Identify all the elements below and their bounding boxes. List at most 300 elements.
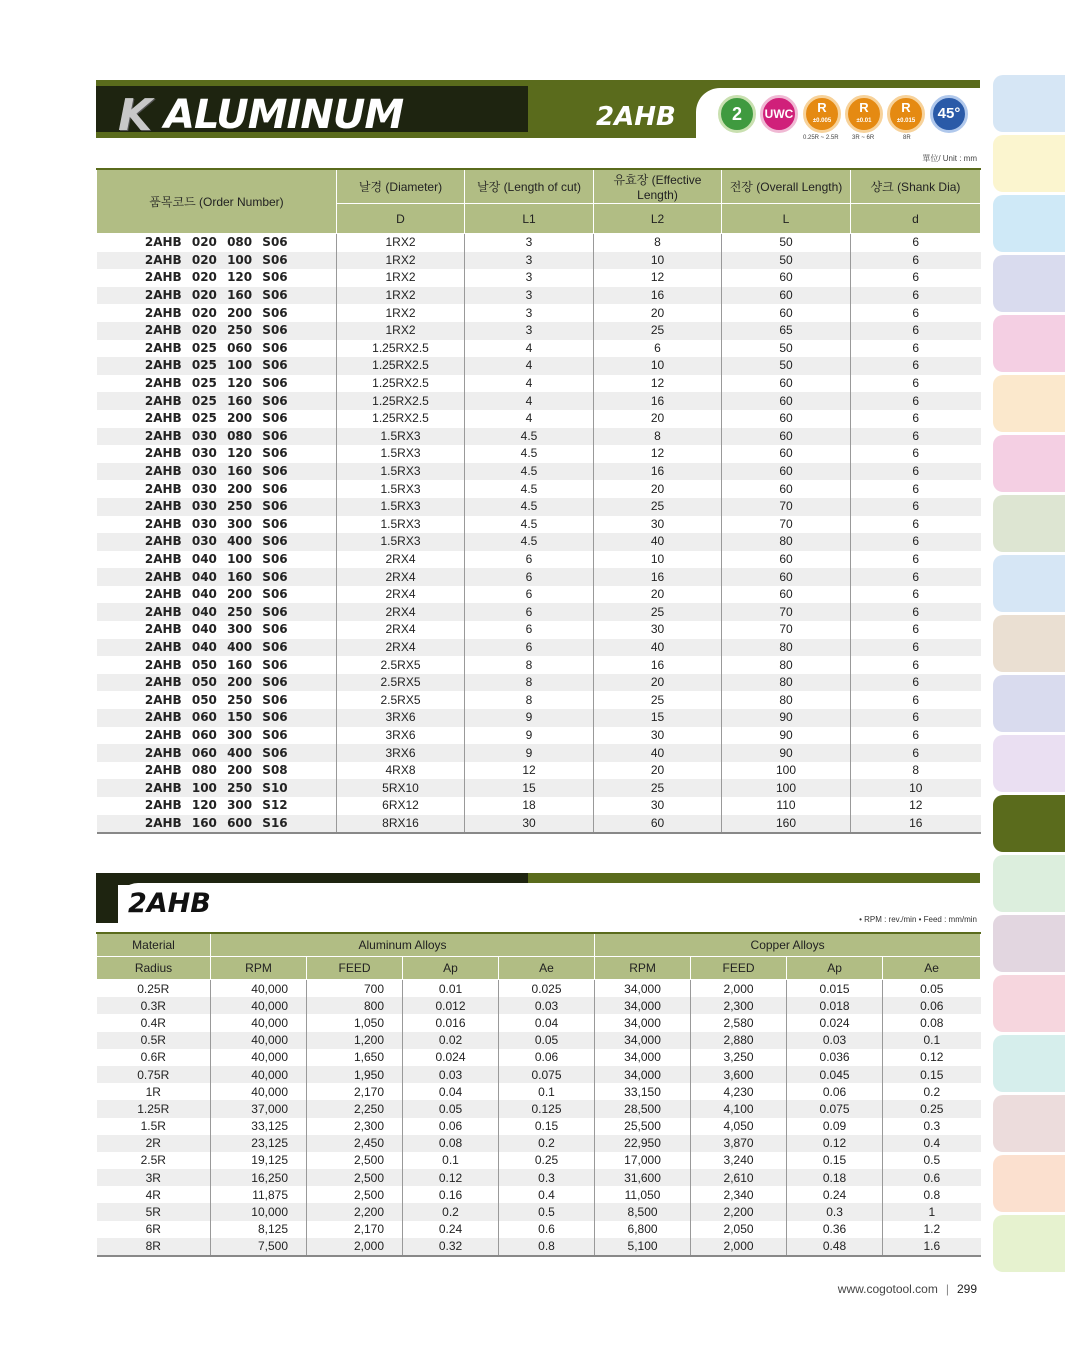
length-of-cut-cell: 4 [465,392,594,410]
table-row [97,1083,981,1100]
feed-cell: 4,050 [691,1118,787,1135]
overall-length-cell: 60 [722,586,851,604]
length-of-cut-cell: 6 [465,551,594,569]
shank-dia-cell: 6 [851,463,981,481]
ae-cell: 0.6 [883,1169,981,1186]
table-row [97,252,981,270]
feed-cell: 4,230 [691,1083,787,1100]
rpm-cell: 37,000 [211,1100,307,1117]
ap-cell: 0.16 [403,1186,499,1203]
overall-length-cell: 50 [722,340,851,358]
side-tab[interactable] [993,255,1065,312]
ap-cell: 0.48 [787,1238,883,1256]
diameter-cell: 2RX4 [337,586,465,604]
feed-cell: 2,500 [307,1169,403,1186]
rpm-cell: 5,100 [595,1238,691,1256]
order-number-cell: 2AHB 020 120 S06 [97,269,337,287]
feed-cell: 3,600 [691,1066,787,1083]
side-tab[interactable] [993,1095,1065,1152]
rpm-cell: 6,800 [595,1221,691,1238]
shank-dia-cell: 6 [912,305,920,320]
ap-cell: 0.036 [787,1049,883,1066]
feed-cell: 700 [307,980,403,998]
feed-cell: 3,250 [691,1049,787,1066]
radius-cell: 5R [97,1203,211,1220]
rpm-cell: 11,050 [595,1186,691,1203]
rpm-header: RPM [211,957,307,980]
ae-cell: 0.3 [499,1169,595,1186]
ae-cell: 0.3 [923,1119,941,1134]
effective-length-cell: 20 [594,480,722,498]
overall-length-cell: 80 [722,691,851,709]
shank-dia-cell: 6 [851,322,981,340]
rpm-cell: 34,000 [595,997,691,1014]
side-tab[interactable] [993,615,1065,672]
diameter-cell: 1.5RX3 [337,498,465,516]
shank-dia-cell: 6 [912,551,920,566]
shank-dia-header: 샹크 (Shank Dia) [851,169,981,204]
diameter-cell: 8RX16 [337,815,465,834]
overall-length-cell: 60 [722,445,851,463]
effective-length-cell: 25 [594,322,722,340]
length-of-cut-cell: 15 [465,779,594,797]
table-row [97,797,981,815]
ae-cell: 0.25 [883,1100,981,1117]
radius-range-label: 3R ~ 6R [852,135,875,141]
ae-cell: 0.04 [499,1014,595,1031]
rpm-cell: 8,125 [211,1221,307,1238]
rpm-cell: 34,000 [595,980,691,998]
diameter-cell: 1RX2 [337,269,465,287]
table-row [97,516,981,534]
rpm-cell: 33,150 [595,1083,691,1100]
ae-cell: 0.5 [923,1153,941,1168]
diameter-cell: 2.5RX5 [337,656,465,674]
radius-range-label: 8R [903,135,911,141]
overall-length-cell: 100 [722,762,851,780]
feed-cell: 2,500 [307,1152,403,1169]
table-row [97,815,981,834]
order-number-cell: 2AHB 025 120 S06 [97,375,337,393]
length-of-cut-cell: 6 [465,586,594,604]
overall-length-symbol: L [722,204,851,234]
ae-cell: 0.25 [499,1152,595,1169]
radius-cell: 6R [97,1221,211,1238]
radius-cell: 8R [97,1238,211,1256]
length-of-cut-cell: 4.5 [465,428,594,446]
ae-cell: 0.025 [499,980,595,998]
rpm-cell: 34,000 [595,1066,691,1083]
feed-cell: 2,880 [691,1032,787,1049]
overall-length-cell: 60 [722,568,851,586]
ae-header: Ae [883,957,981,980]
overall-length-cell: 80 [722,674,851,692]
order-number-cell: 2AHB 030 300 S06 [97,516,337,534]
order-number-cell: 2AHB 020 160 S06 [97,287,337,305]
diameter-cell: 1.5RX3 [337,463,465,481]
overall-length-cell: 90 [722,727,851,745]
diameter-cell: 1RX2 [337,322,465,340]
ap-cell: 0.3 [787,1203,883,1220]
table-row [97,498,981,516]
overall-length-cell: 60 [722,304,851,322]
table-row [97,357,981,375]
order-number-cell: 2AHB 040 300 S06 [97,621,337,639]
effective-length-cell: 20 [594,304,722,322]
side-tab[interactable] [993,675,1065,732]
ae-cell: 0.15 [499,1118,595,1135]
effective-length-cell: 25 [594,691,722,709]
effective-length-cell: 16 [594,392,722,410]
overall-length-cell: 60 [722,392,851,410]
overall-length-cell: 60 [722,463,851,481]
length-of-cut-cell: 8 [465,691,594,709]
ap-cell: 0.32 [403,1238,499,1256]
side-tab[interactable] [993,735,1065,792]
table-row [97,568,981,586]
unit-note: 單位/ Unit : mm [922,154,977,163]
shank-dia-cell: 6 [912,270,920,285]
order-number-cell: 2AHB 040 160 S06 [97,568,337,586]
order-number-cell: 2AHB 080 200 S08 [97,762,337,780]
table-row [97,1100,981,1117]
ap-cell: 0.06 [403,1118,499,1135]
shank-dia-cell: 8 [912,763,920,778]
rpm-cell: 31,600 [595,1169,691,1186]
order-number-cell: 2AHB 100 250 S10 [97,779,337,797]
diameter-cell: 5RX10 [337,779,465,797]
section-title: 2AHB [128,888,211,919]
effective-length-cell: 10 [594,551,722,569]
overall-length-cell: 50 [722,357,851,375]
length-of-cut-cell: 12 [465,762,594,780]
order-number-cell: 2AHB 025 200 S06 [97,410,337,428]
length-of-cut-cell: 8 [465,656,594,674]
order-number-cell: 2AHB 120 300 S12 [97,797,337,815]
table-row [97,1169,981,1186]
ap-cell: 0.015 [787,980,883,998]
rpm-cell: 40,000 [211,1083,307,1100]
side-tab[interactable] [993,1155,1065,1212]
page-title: ALUMINUM [164,92,404,138]
table-row [97,1118,981,1135]
ap-cell: 0.03 [403,1066,499,1083]
side-tab[interactable] [993,975,1065,1032]
diameter-cell: 1.5RX3 [337,445,465,463]
order-number-cell: 2AHB 020 080 S06 [97,234,337,252]
order-number-cell: 2AHB 020 100 S06 [97,252,337,270]
table-row [97,674,981,692]
ap-cell: 0.12 [787,1135,883,1152]
length-of-cut-cell: 6 [465,568,594,586]
diameter-cell: 3RX6 [337,744,465,762]
side-tabs [993,75,1065,1275]
diameter-header: 날경 (Diameter) [337,169,465,204]
length-of-cut-cell: 4.5 [465,498,594,516]
order-number-cell: 2AHB 040 200 S06 [97,586,337,604]
overall-length-cell: 60 [722,551,851,569]
rpm-cell: 40,000 [211,997,307,1014]
shank-dia-cell: 6 [912,657,920,672]
overall-length-cell: 80 [722,656,851,674]
rpm-cell: 11,875 [211,1186,307,1203]
order-number-cell: 2AHB 030 250 S06 [97,498,337,516]
table-row [97,639,981,657]
diameter-cell: 1.25RX2.5 [337,410,465,428]
order-number-cell: 2AHB 025 100 S06 [97,357,337,375]
table-row [97,762,981,780]
ae-cell: 0.05 [920,981,944,996]
side-tab[interactable] [993,495,1065,552]
side-tab[interactable] [993,1035,1065,1092]
rpm-cell: 22,950 [595,1135,691,1152]
ae-cell: 1.6 [883,1238,981,1256]
length-of-cut-cell: 9 [465,709,594,727]
rpm-cell: 23,125 [211,1135,307,1152]
ap-cell: 0.01 [403,980,499,998]
feed-cell: 2,300 [691,997,787,1014]
feed-cell: 2,200 [691,1203,787,1220]
shank-dia-cell: 6 [851,287,981,305]
length-of-cut-cell: 6 [465,603,594,621]
feed-cell: 2,000 [307,1238,403,1256]
overall-length-cell: 110 [722,797,851,815]
order-number-cell: 2AHB 160 600 S16 [97,815,337,834]
diameter-cell: 1RX2 [337,287,465,305]
shank-dia-cell: 6 [912,235,920,250]
shank-dia-cell: 6 [912,446,920,461]
ae-cell: 0.03 [499,997,595,1014]
diameter-cell: 1.25RX2.5 [337,340,465,358]
effective-length-cell: 16 [594,287,722,305]
shank-dia-cell: 6 [851,357,981,375]
side-tab[interactable] [993,315,1065,372]
ae-cell: 0.06 [499,1049,595,1066]
order-number-cell: 2AHB 040 250 S06 [97,603,337,621]
side-tab[interactable] [993,1215,1065,1272]
diameter-cell: 1.5RX3 [337,533,465,551]
effective-length-cell: 15 [594,709,722,727]
feed-cell: 2,500 [307,1186,403,1203]
shank-dia-cell: 6 [851,639,981,657]
overall-length-cell: 70 [722,516,851,534]
diameter-cell: 1RX2 [337,234,465,252]
ap-cell: 0.024 [787,1014,883,1031]
table-row [97,1032,981,1049]
side-tab[interactable] [993,555,1065,612]
table-row [97,287,981,305]
radius-tolerance-icon: R ±0.005 [803,95,841,133]
ae-cell: 0.8 [499,1238,595,1256]
feed-cell: 2,450 [307,1135,403,1152]
diameter-cell: 1.5RX3 [337,428,465,446]
order-number-cell: 2AHB 030 200 S06 [97,480,337,498]
table-row [97,1014,981,1031]
rpm-cell: 34,000 [595,1032,691,1049]
shank-dia-cell: 6 [912,481,920,496]
feed-cell: 2,610 [691,1169,787,1186]
rpm-cell: 16,250 [211,1169,307,1186]
order-number-cell: 2AHB 025 160 S06 [97,392,337,410]
table-row [97,1152,981,1169]
effective-length-cell: 20 [594,410,722,428]
effective-length-cell: 12 [594,445,722,463]
radius-cell: 4R [97,1186,211,1203]
shank-dia-cell: 6 [851,252,981,270]
table-row [97,304,981,322]
diameter-cell: 2RX4 [337,603,465,621]
feed-cell: 2,170 [307,1083,403,1100]
ap-cell: 0.02 [403,1032,499,1049]
radius-cell: 0.75R [97,1066,211,1083]
overall-length-cell: 80 [722,533,851,551]
radius-cell: 1.25R [97,1100,211,1117]
rpm-cell: 28,500 [595,1100,691,1117]
effective-length-cell: 30 [594,516,722,534]
ae-cell: 0.06 [883,997,981,1014]
table-row [97,980,981,998]
shank-dia-cell: 6 [851,428,981,446]
overall-length-cell: 60 [722,428,851,446]
effective-length-cell: 10 [594,357,722,375]
side-tab[interactable] [993,435,1065,492]
feed-header: FEED [691,957,787,980]
table-row [97,445,981,463]
overall-length-cell: 60 [722,287,851,305]
side-tab[interactable] [993,75,1065,132]
overall-length-cell: 70 [722,621,851,639]
overall-length-cell: 65 [722,322,851,340]
table-row [97,586,981,604]
ae-cell: 0.15 [883,1066,981,1083]
side-tab[interactable] [993,375,1065,432]
ae-cell: 0.12 [920,1050,944,1065]
effective-length-cell: 30 [594,797,722,815]
side-tab[interactable] [993,915,1065,972]
feed-header: FEED [307,957,403,980]
effective-length-cell: 12 [594,269,722,287]
overall-length-cell: 50 [722,234,851,252]
length-of-cut-cell: 4.5 [465,445,594,463]
ae-cell: 1 [883,1203,981,1220]
ap-cell: 0.1 [403,1152,499,1169]
ae-header: Ae [499,957,595,980]
footer [838,1282,977,1296]
ap-cell: 0.05 [403,1100,499,1117]
diameter-cell: 2.5RX5 [337,691,465,709]
length-of-cut-header: 날장 (Length of cut) [465,169,594,204]
diameter-cell: 2RX4 [337,568,465,586]
feed-cell: 2,170 [307,1221,403,1238]
diameter-cell: 1RX2 [337,304,465,322]
length-of-cut-cell: 9 [465,727,594,745]
effective-length-cell: 8 [594,234,722,252]
table-row [97,727,981,745]
rpm-cell: 7,500 [211,1238,307,1256]
table-row [97,392,981,410]
side-tab[interactable] [993,195,1065,252]
length-of-cut-cell: 3 [465,322,594,340]
ap-header: Ap [403,957,499,980]
table-row [97,1066,981,1083]
rpm-cell: 34,000 [595,1049,691,1066]
radius-cell: 0.25R [97,980,211,998]
feed-cell: 2,300 [307,1118,403,1135]
rpm-cell: 17,000 [595,1152,691,1169]
table-row [97,691,981,709]
overall-length-cell: 60 [722,410,851,428]
effective-length-symbol: L2 [594,204,722,234]
overall-length-cell: 50 [722,252,851,270]
order-table [96,168,981,834]
ae-cell: 0.05 [499,1032,595,1049]
length-of-cut-cell: 3 [465,252,594,270]
ae-cell: 0.2 [923,1084,941,1099]
table-row [97,1049,981,1066]
ap-cell: 0.09 [787,1118,883,1135]
overall-length-cell: 60 [722,269,851,287]
rpm-cell: 40,000 [211,1049,307,1066]
length-of-cut-cell: 4 [465,340,594,358]
length-of-cut-cell: 8 [465,674,594,692]
feed-cell: 1,200 [307,1032,403,1049]
radius-cell: 1.5R [97,1118,211,1135]
ap-cell: 0.075 [787,1100,883,1117]
effective-length-cell: 16 [594,568,722,586]
length-of-cut-cell: 4 [465,375,594,393]
side-tab[interactable] [993,855,1065,912]
radius-cell: 0.6R [97,1049,211,1066]
ap-cell: 0.12 [403,1169,499,1186]
order-number-cell: 2AHB 060 300 S06 [97,727,337,745]
table-row [97,269,981,287]
shank-dia-cell: 6 [912,587,920,602]
table-row [97,656,981,674]
effective-length-cell: 20 [594,586,722,604]
ap-cell: 0.06 [787,1083,883,1100]
effective-length-cell: 40 [594,533,722,551]
effective-length-cell: 40 [594,639,722,657]
diameter-cell: 4RX8 [337,762,465,780]
length-of-cut-cell: 4.5 [465,480,594,498]
table-row [97,997,981,1014]
ae-cell: 0.1 [883,1032,981,1049]
shank-dia-cell: 6 [912,411,920,426]
length-of-cut-cell: 18 [465,797,594,815]
radius-cell: 0.3R [97,997,211,1014]
radius-range-label: 0.25R ~ 2.5R [803,135,839,141]
order-number-cell: 2AHB 050 200 S06 [97,674,337,692]
order-number-header: 품목코드 (Order Number) [97,169,337,234]
table-row [97,779,981,797]
table-row [97,1186,981,1203]
length-of-cut-cell: 4.5 [465,516,594,534]
overall-length-header: 전장 (Overall Length) [722,169,851,204]
footer-divider: | [945,1282,949,1296]
side-tab[interactable] [993,135,1065,192]
ap-cell: 0.36 [787,1221,883,1238]
ap-cell: 0.045 [787,1066,883,1083]
website-link[interactable]: www.cogotool.com [837,1282,938,1296]
shank-dia-cell: 16 [851,815,981,834]
radius-tolerance-icon: R ±0.015 [887,95,925,133]
radius-cell: 0.5R [97,1032,211,1049]
feed-cell: 2,000 [691,980,787,998]
table-row [97,533,981,551]
side-tab[interactable] [993,795,1065,852]
diameter-cell: 3RX6 [337,727,465,745]
overall-length-cell: 70 [722,498,851,516]
